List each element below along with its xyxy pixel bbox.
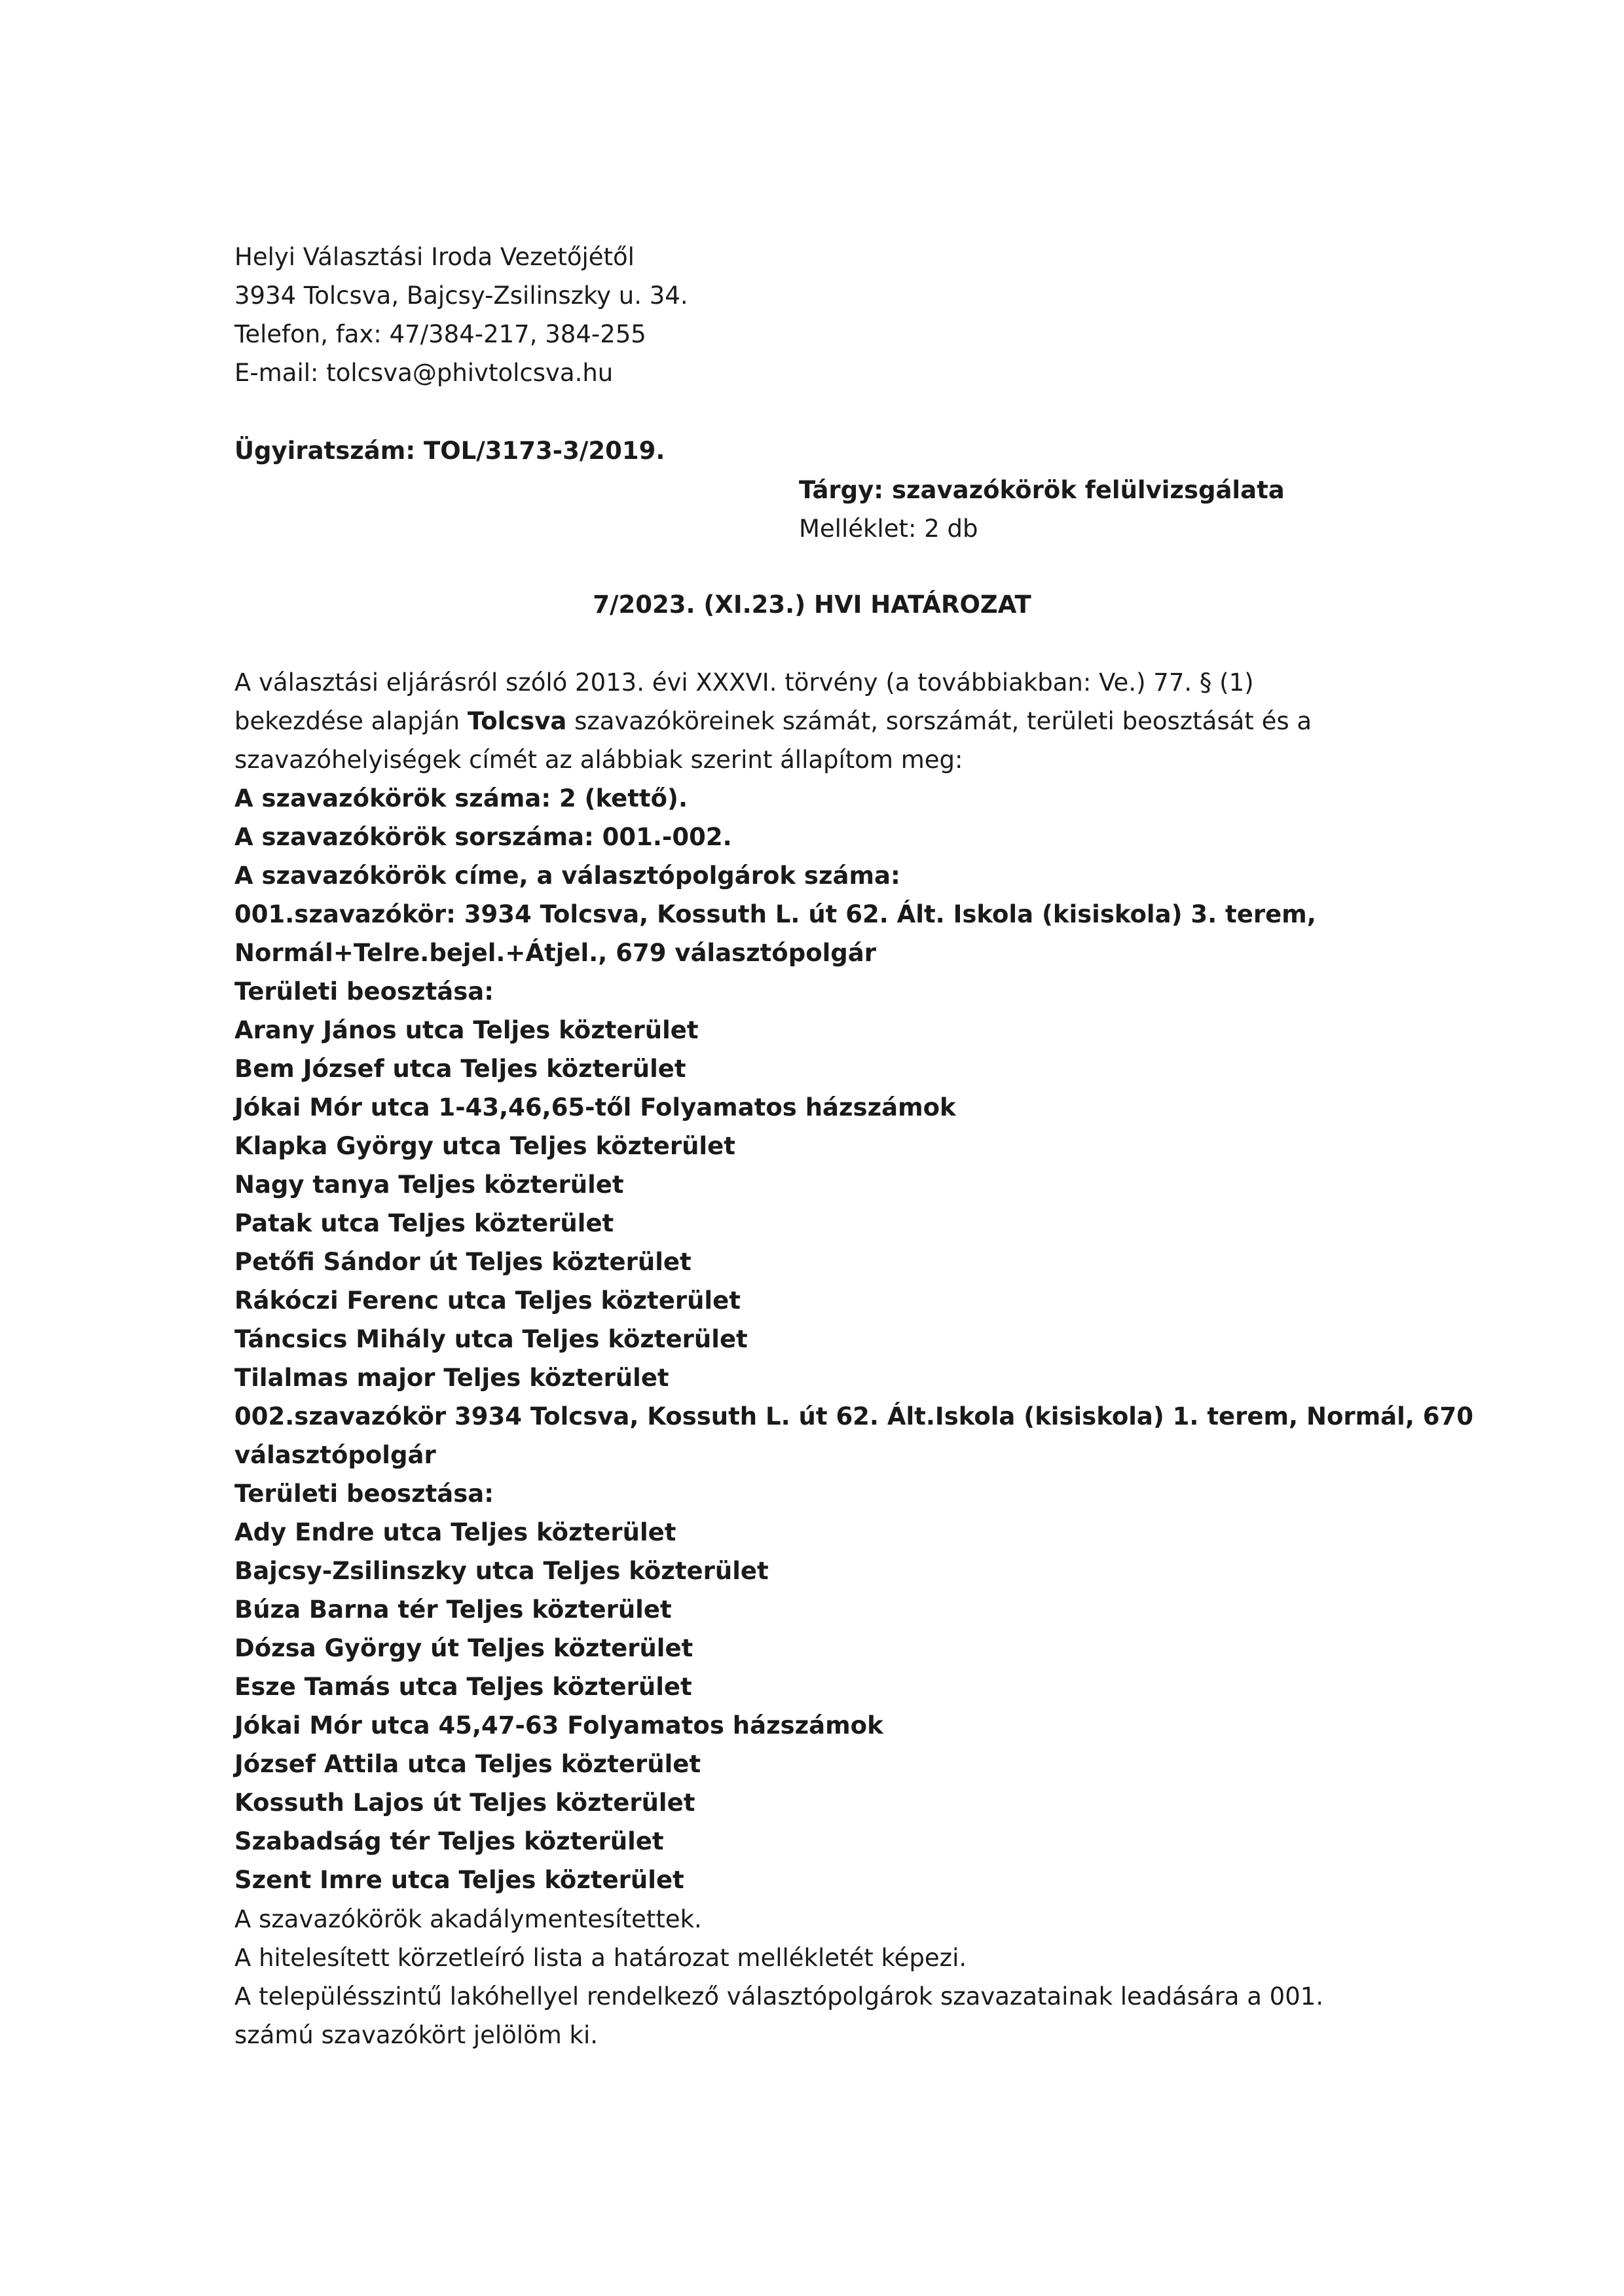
sender-name: Helyi Választási Iroda Vezetőjétől — [234, 243, 635, 271]
district-count: A szavazókörök száma: 2 (kettő). — [234, 784, 688, 812]
street-item: Kossuth Lajos út Teljes közterület — [234, 1789, 695, 1817]
street-item: Jókai Mór utca 1-43,46,65-től Folyamatos házszámok — [234, 1093, 956, 1121]
street-item: József Attila utca Teljes közterület — [234, 1750, 701, 1778]
district-2-line-2: választópolgár — [234, 1441, 436, 1469]
district-1-line-2: Normál+Telre.bejel.+Átjel., 679 választópolgár — [234, 939, 877, 967]
attachment: Melléklet: 2 db — [799, 515, 978, 543]
district-1-area-label: Területi beosztása: — [234, 977, 494, 1006]
street-item: Jókai Mór utca 45,47-63 Folyamatos házszámok — [234, 1711, 883, 1740]
street-item: Patak utca Teljes közterület — [234, 1209, 614, 1237]
municipality-name: Tolcsva — [467, 707, 567, 735]
district-2-line-1: 002.szavazókör 3934 Tolcsva, Kossuth L. út 62. Ált.Iskola (kisiskola) 1. terem, Normál, 670 — [234, 1402, 1473, 1430]
intro-line-3: szavazóhelyiségek címét az alábbiak szerint állapítom meg: — [234, 746, 963, 774]
intro-line-2 — [234, 702, 1312, 740]
sender-address: 3934 Tolcsva, Bajcsy-Zsilinszky u. 34. — [234, 282, 688, 310]
street-item: Petőfi Sándor út Teljes közterület — [234, 1248, 692, 1276]
street-item: Ady Endre utca Teljes közterület — [234, 1518, 676, 1546]
closing-line-4: számú szavazókört jelölöm ki. — [234, 2021, 598, 2049]
street-item: Esze Tamás utca Teljes közterület — [234, 1673, 692, 1701]
intro-line-2-post: szavazóköreinek számát, sorszámát, területi beosztását és a — [566, 707, 1312, 735]
street-item: Táncsics Mihály utca Teljes közterület — [234, 1325, 748, 1353]
subject: Tárgy: szavazókörök felülvizsgálata — [799, 476, 1285, 504]
district-1-line-1: 001.szavazókör: 3934 Tolcsva, Kossuth L. út 62. Ált. Iskola (kisiskola) 3. terem, — [234, 900, 1316, 928]
sender-phone: Telefon, fax: 47/384-217, 384-255 — [234, 320, 646, 348]
closing-line-2: A hitelesített körzetleíró lista a határozat mellékletét képezi. — [234, 1944, 967, 1972]
street-item: Arany János utca Teljes közterület — [234, 1016, 699, 1044]
street-item: Nagy tanya Teljes közterület — [234, 1171, 624, 1199]
district-serials: A szavazókörök sorszáma: 001.-002. — [234, 823, 732, 851]
street-item: Klapka György utca Teljes közterület — [234, 1132, 735, 1160]
street-item: Dózsa György út Teljes közterület — [234, 1634, 693, 1662]
resolution-title: 7/2023. (XI.23.) HVI HATÁROZAT — [593, 591, 1031, 619]
street-item: Tilalmas major Teljes közterület — [234, 1364, 669, 1392]
street-item: Búza Barna tér Teljes közterület — [234, 1595, 672, 1624]
sender-email: E-mail: tolcsva@phivtolcsva.hu — [234, 359, 614, 387]
street-item: Rákóczi Ferenc utca Teljes közterület — [234, 1286, 741, 1315]
intro-line-1: A választási eljárásról szóló 2013. évi XXXVI. törvény (a továbbiakban: Ve.) 77. § (1) — [234, 668, 1254, 697]
case-number: Ügyiratszám: TOL/3173-3/2019. — [234, 437, 665, 465]
intro-line-2-pre: bekezdése alapján — [234, 707, 468, 735]
district-2-area-label: Területi beosztása: — [234, 1480, 494, 1508]
street-item: Szabadság tér Teljes közterület — [234, 1827, 664, 1855]
street-item: Bajcsy-Zsilinszky utca Teljes közterület — [234, 1557, 769, 1585]
street-item: Bem József utca Teljes közterület — [234, 1055, 686, 1083]
closing-line-3: A településszintű lakóhellyel rendelkező választópolgárok szavazatainak leadására a 001. — [234, 1982, 1324, 2011]
addresses-header: A szavazókörök címe, a választópolgárok száma: — [234, 862, 900, 890]
closing-line-1: A szavazókörök akadálymentesítettek. — [234, 1905, 702, 1933]
street-item: Szent Imre utca Teljes közterület — [234, 1866, 684, 1894]
